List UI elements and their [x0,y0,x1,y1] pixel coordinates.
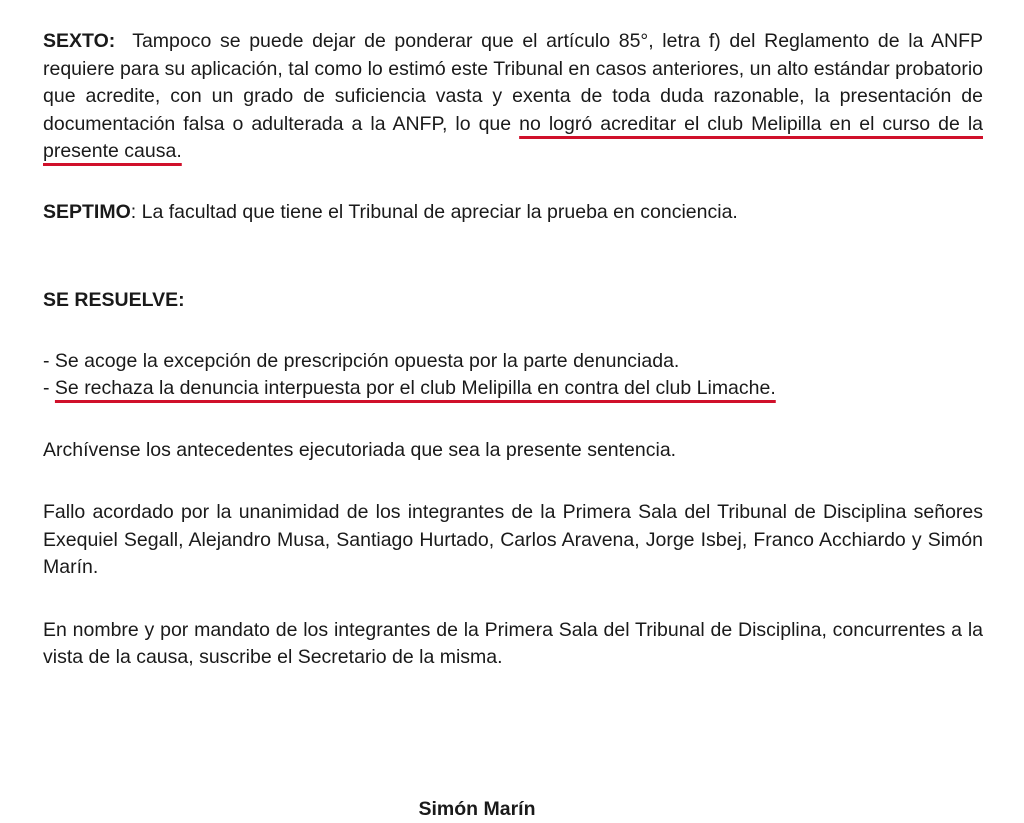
resuelve-item-2-prefix: - [43,377,55,399]
resuelve-item-1-text: - Se acoge la excepción de prescripción opuesta por la parte denunciada. [43,349,680,372]
signature-name [0,796,1024,823]
paragraph-fallo: Fallo acordado por la unanimidad de los integrantes de la Primera Sala del Tribunal de Disciplina señores Exequiel Segall, Alejandro Musa, Santiago Hurtado, Carlos Aravena, Jorge Isbej, Franco Acchiardo y Simón Marín. [43,501,983,578]
paragraph-septimo [43,199,983,227]
label-septimo: SEPTIMO [43,200,131,223]
sexto-highlight: no logró acreditar el club Melipilla en el curso de la presente causa. [43,112,983,162]
paragraph-mandato: En nombre y por mandato de los integrantes de la Primera Sala del Tribunal de Disciplina, concurrentes a la vista de la causa, suscribe el Secretario de la misma. [43,618,983,668]
septimo-text: : La facultad que tiene el Tribunal de apreciar la prueba en conciencia. [130,200,738,223]
resuelve-heading [43,287,983,315]
resuelve-item-2-highlight: Se rechaza la denuncia interpuesta por el club Melipilla en contra del club Limache. [54,377,776,399]
paragraph-archive: Archívense los antecedentes ejecutoriada que sea la presente sentencia. [43,438,677,461]
sexto-text: Tampoco se puede dejar de ponderar que el artículo 85°, letra f) del Reglamento de la ANFP requiere para su aplicación, tal como lo estimó este Tribunal en casos anteriores, un alto estándar probatorio que acredite, con un grado de suficiencia vasta y exenta de toda duda razonable, la presentación de documentación falsa o adulterada a la ANFP, lo que [43,30,983,135]
paragraph-sexto [43,28,983,166]
signature-text: Simón Marín [418,798,536,820]
list-item [43,375,983,403]
list-item [43,348,983,376]
resuelve-heading-text: SE RESUELVE: [43,289,185,311]
label-sexto: SEXTO: [43,30,116,52]
document-body [43,28,983,672]
